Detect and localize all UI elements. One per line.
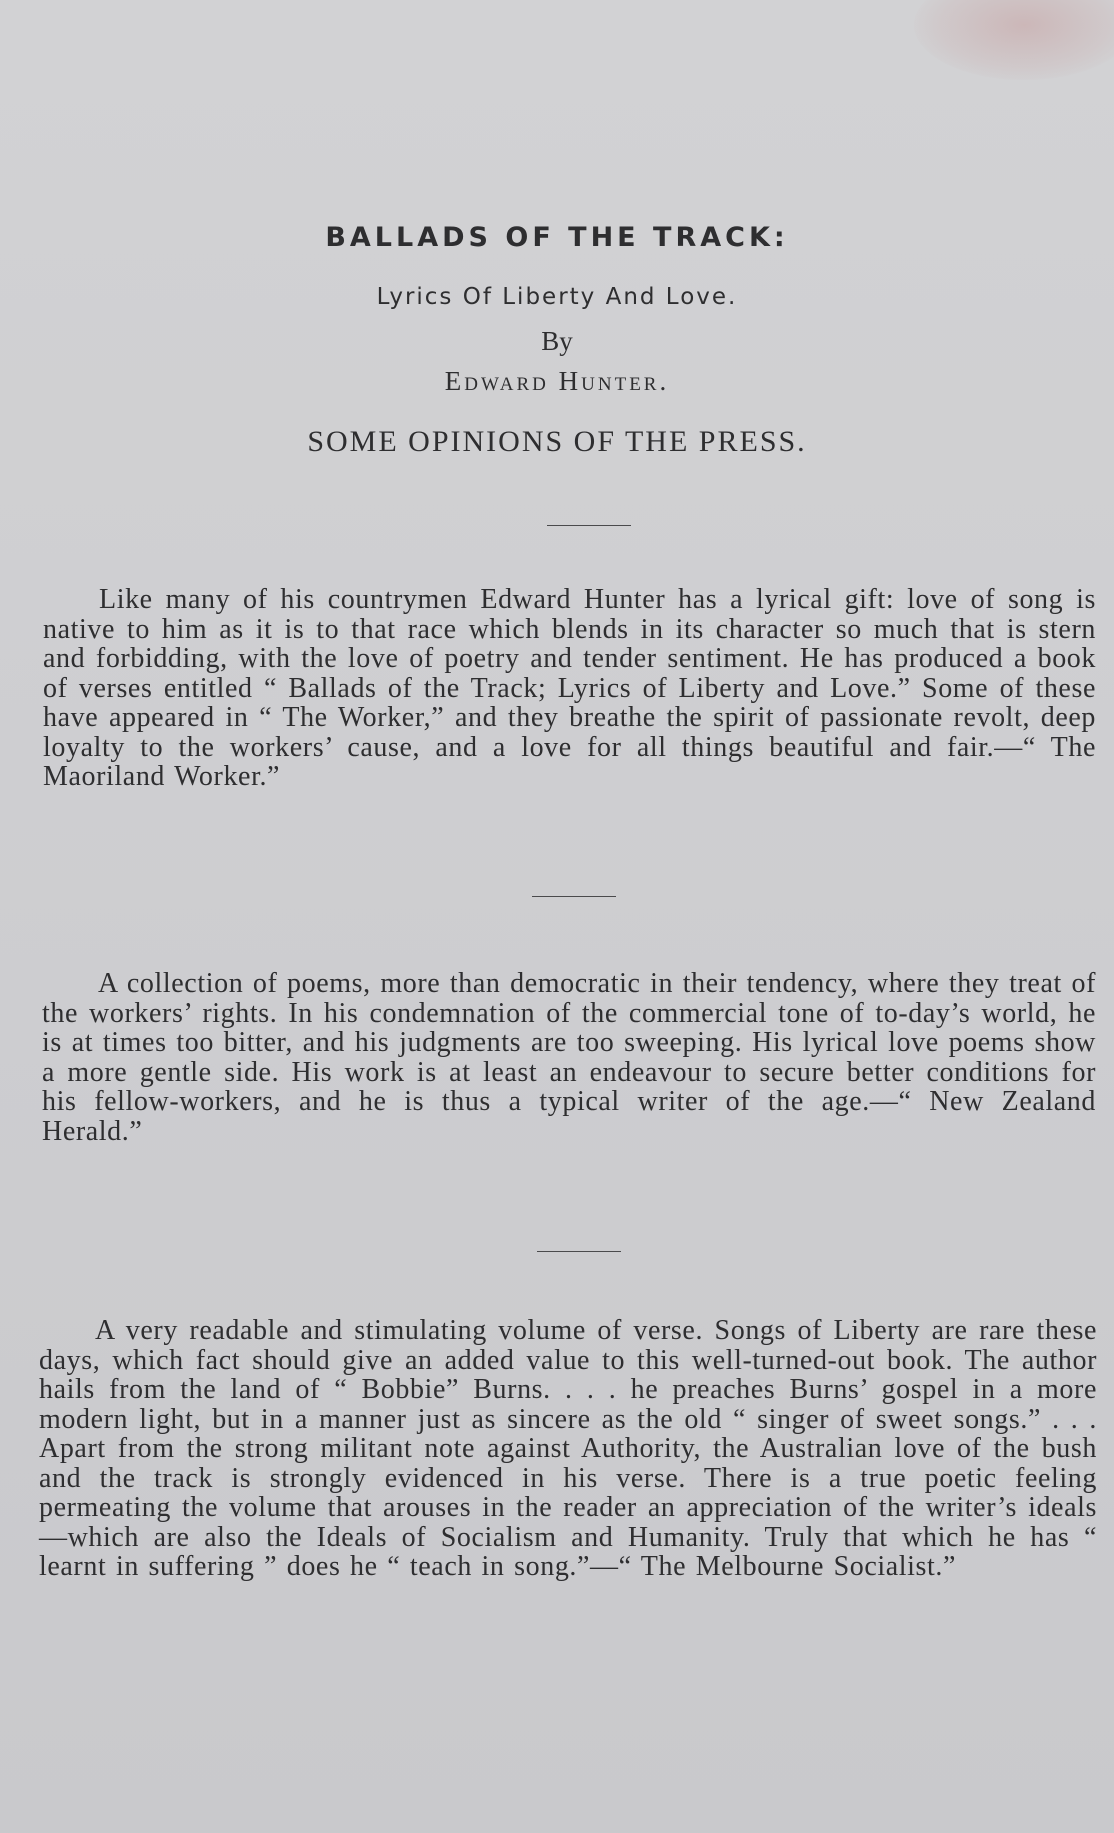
divider-rule [547,525,631,526]
review-new-zealand-herald [42,969,1096,1146]
review-text: Like many of his countrymen Edward Hunter has a lyrical gift: love of song is native to him as it is to that race which blends in its character so much that is stern and forbidding, with the love of poetry and tender sentiment. He has produced a book of verses entitled “ Ballads of the Track; Lyrics of Liberty and Love.” Some of these have appeared in “ The Worker,” and they breathe the spirit of passionate revolt, deep loyalty to the workers’ cause, and a love for all things beautiful and fair.—“ The Maoriland Worker.” [43,584,1096,792]
book-subtitle: Lyrics Of Liberty And Love. [376,284,738,310]
book-title: BALLADS OF THE TRACK: [325,222,789,253]
review-text: A collection of poems, more than democratic in their tendency, where they treat of the workers’ rights. In his condemnation of the commercial tone of to-day’s world, he is at times too bitter, and his judgments are too sweeping. His lyrical love poems show a more gentle side. His work is at least an endeavour to secure better conditions for his fellow-workers, and he is thus a typical writer of the age.—“ New Zealand Herald.” [42,968,1096,1147]
paper-stain [914,0,1114,80]
press-opinions-heading: SOME OPINIONS OF THE PRESS. [307,425,807,458]
author-name: Edward Hunter. [444,366,670,396]
review-text: A very readable and stimulating volume of verse. Songs of Liberty are rare these days, which fact should give an added value to this well-turned-out book. The author hails from the land of “ Bobbie” Burns. . . . he preaches Burns’ gospel in a more modern light, but in a manner just as sincere as the old “ singer of sweet songs.” . . . Apart from the strong militant note against Authority, the Australian love of the bush and the track is strongly evidenced in his verse. There is a true poetic feeling permeating the volume that arouses in the reader an appreciation of the writer’s ideals—which are also the Ideals of Socialism and Humanity. Truly that which he has “ learnt in suffering ” does he “ teach in song.”—“ The Melbourne Socialist.” [39,1315,1097,1582]
review-melbourne-socialist [39,1316,1097,1582]
divider-rule [532,896,616,897]
review-maoriland-worker [43,585,1096,792]
divider-rule [537,1251,621,1252]
byline-label: By [541,326,573,356]
